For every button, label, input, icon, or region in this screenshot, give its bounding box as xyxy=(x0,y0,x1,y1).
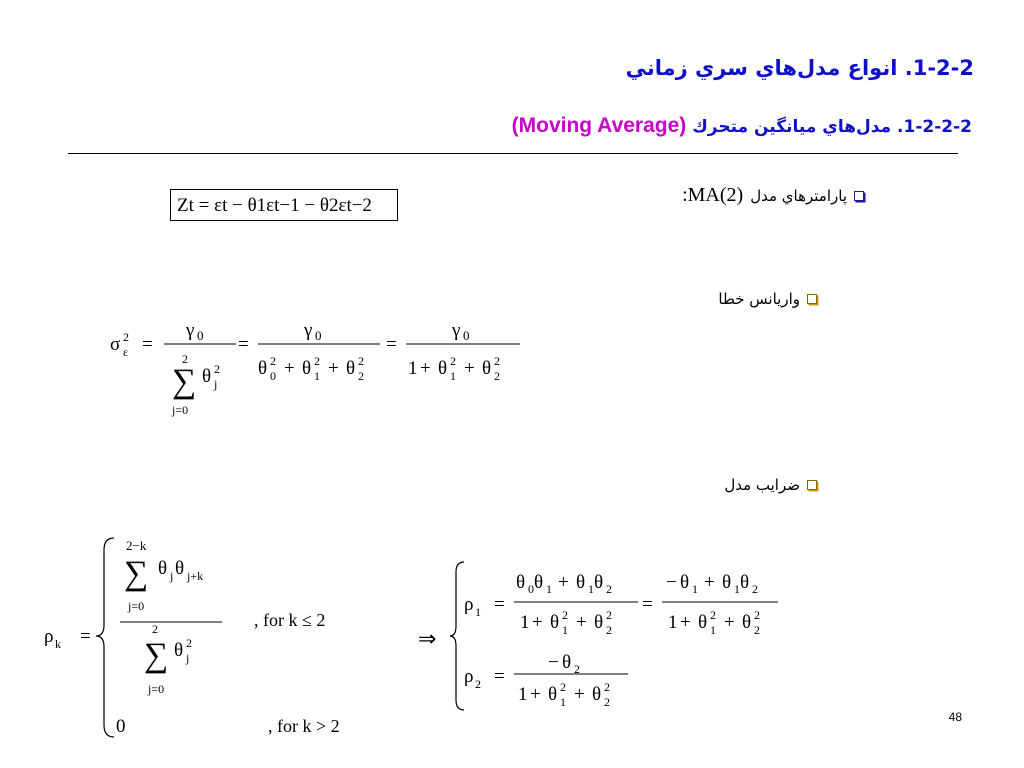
svg-text:2: 2 xyxy=(754,623,760,637)
svg-text:+: + xyxy=(558,572,569,593)
svg-text:1: 1 xyxy=(314,369,320,383)
svg-text:2: 2 xyxy=(574,662,580,676)
svg-text:2: 2 xyxy=(710,608,716,622)
svg-text:j=0: j=0 xyxy=(148,682,165,696)
svg-text:2: 2 xyxy=(494,369,500,383)
svg-text:+: + xyxy=(724,612,735,633)
svg-text:=: = xyxy=(80,626,91,647)
svg-text:2: 2 xyxy=(604,695,610,709)
svg-text:1: 1 xyxy=(692,582,698,596)
svg-text:j: j xyxy=(214,377,218,391)
svg-text:+: + xyxy=(420,358,431,379)
square-bullet-icon xyxy=(807,480,817,490)
svg-text:2: 2 xyxy=(560,680,566,694)
bullet-model-coefficients-text: ضرايب مدل xyxy=(724,476,800,494)
svg-text:0: 0 xyxy=(270,369,276,383)
subsection-heading xyxy=(512,114,972,138)
svg-text:σ: σ xyxy=(110,334,121,355)
svg-text:θ: θ xyxy=(562,652,572,673)
bullet-error-variance xyxy=(718,290,817,308)
bullet-model-coefficients xyxy=(724,476,817,494)
condition-gt: , for k > 2 xyxy=(268,716,340,736)
implies-arrow: ⇒ xyxy=(418,626,437,651)
svg-text:θ: θ xyxy=(174,640,184,661)
svg-text:θ: θ xyxy=(202,366,212,387)
svg-text:2: 2 xyxy=(606,608,612,622)
svg-text:2: 2 xyxy=(604,680,610,694)
section-heading: 1-2-2. انواع مدل‌هاي سري زماني xyxy=(625,56,974,80)
svg-text:1: 1 xyxy=(450,369,456,383)
svg-text:2: 2 xyxy=(606,623,612,637)
svg-text:+: + xyxy=(680,612,691,633)
svg-text:1: 1 xyxy=(518,684,528,705)
page-number: 48 xyxy=(948,710,962,724)
svg-text:2: 2 xyxy=(270,354,276,368)
svg-text:j+k: j+k xyxy=(187,569,204,583)
svg-text:1: 1 xyxy=(668,612,678,633)
svg-text:−: − xyxy=(548,652,559,673)
svg-text:θ: θ xyxy=(680,572,690,593)
square-bullet-icon xyxy=(807,294,817,304)
svg-text:2: 2 xyxy=(562,608,568,622)
svg-text:1: 1 xyxy=(475,605,481,619)
svg-text:0: 0 xyxy=(315,328,322,343)
svg-text:θ: θ xyxy=(594,612,604,633)
bullet-error-variance-text: واريانس خطا xyxy=(718,290,800,308)
svg-text:θ: θ xyxy=(548,684,558,705)
svg-text:γ: γ xyxy=(452,320,461,341)
model-equation-box: Zt = εt − θ1εt−1 − θ2εt−2 xyxy=(170,189,398,221)
svg-text:=: = xyxy=(642,594,653,615)
svg-text:1: 1 xyxy=(408,358,418,379)
svg-text:γ: γ xyxy=(304,320,313,341)
svg-text:2: 2 xyxy=(152,622,158,636)
svg-text:θ: θ xyxy=(346,358,356,379)
condition-le: , for k ≤ 2 xyxy=(254,610,326,630)
svg-text:j: j xyxy=(170,569,174,583)
model-name: :MA(2) xyxy=(682,184,744,206)
svg-text:j: j xyxy=(186,651,190,665)
svg-text:+: + xyxy=(464,358,475,379)
svg-text:θ: θ xyxy=(534,572,544,593)
svg-text:2: 2 xyxy=(494,354,500,368)
svg-text:θ: θ xyxy=(516,572,526,593)
svg-text:0: 0 xyxy=(528,582,534,596)
svg-text:θ: θ xyxy=(158,558,168,579)
svg-text:+: + xyxy=(284,358,295,379)
svg-text:2: 2 xyxy=(186,636,192,650)
svg-text:=: = xyxy=(142,334,153,355)
svg-text:=: = xyxy=(494,666,505,687)
subsection-heading-text: 1-2-2-2. مدل‌هاي ميانگين متحرك xyxy=(686,117,972,137)
svg-text:2: 2 xyxy=(214,362,220,376)
square-bullet-icon xyxy=(854,191,864,201)
svg-text:θ: θ xyxy=(740,572,750,593)
svg-text:θ: θ xyxy=(698,612,708,633)
svg-text:1: 1 xyxy=(734,582,740,596)
svg-text:θ: θ xyxy=(742,612,752,633)
svg-text:2: 2 xyxy=(314,354,320,368)
svg-text:2: 2 xyxy=(123,330,129,344)
svg-text:=: = xyxy=(494,594,505,615)
svg-text:j=0: j=0 xyxy=(128,599,145,613)
svg-text:ρ: ρ xyxy=(44,626,54,647)
svg-text:+: + xyxy=(532,612,543,633)
svg-text:∑: ∑ xyxy=(144,637,169,674)
svg-text:∑: ∑ xyxy=(172,363,197,400)
svg-text:2: 2 xyxy=(450,354,456,368)
svg-text:0: 0 xyxy=(463,328,470,343)
divider-line xyxy=(68,153,958,154)
svg-text:θ: θ xyxy=(482,358,492,379)
acf-specific-equations xyxy=(412,556,792,716)
svg-text:2: 2 xyxy=(358,369,364,383)
svg-text:θ: θ xyxy=(722,572,732,593)
svg-text:θ: θ xyxy=(438,358,448,379)
svg-text:−: − xyxy=(666,572,677,593)
zero-value: 0 xyxy=(116,716,126,737)
svg-text:θ: θ xyxy=(594,572,604,593)
svg-text:1: 1 xyxy=(562,623,568,637)
svg-text:+: + xyxy=(574,684,585,705)
svg-text:1: 1 xyxy=(710,623,716,637)
svg-text:γ: γ xyxy=(186,320,195,341)
svg-text:+: + xyxy=(704,572,715,593)
bullet-model-params xyxy=(682,184,864,207)
svg-text:ρ: ρ xyxy=(464,594,474,615)
svg-text:1: 1 xyxy=(560,695,566,709)
svg-text:θ: θ xyxy=(550,612,560,633)
svg-text:θ: θ xyxy=(258,358,268,379)
svg-text:2: 2 xyxy=(182,352,188,366)
svg-text:+: + xyxy=(530,684,541,705)
svg-text:+: + xyxy=(328,358,339,379)
svg-text:2: 2 xyxy=(606,582,612,596)
svg-text:2: 2 xyxy=(752,582,758,596)
svg-text:2: 2 xyxy=(754,608,760,622)
svg-text:1: 1 xyxy=(588,582,594,596)
svg-text:ρ: ρ xyxy=(464,666,474,687)
svg-text:0: 0 xyxy=(197,328,204,343)
svg-text:2−k: 2−k xyxy=(126,538,147,553)
svg-text:2: 2 xyxy=(475,677,481,691)
svg-text:ε: ε xyxy=(123,345,129,359)
svg-text:j=0: j=0 xyxy=(172,403,189,417)
svg-text:k: k xyxy=(55,637,61,651)
svg-text:2: 2 xyxy=(358,354,364,368)
svg-text:θ: θ xyxy=(302,358,312,379)
svg-text:+: + xyxy=(576,612,587,633)
svg-text:1: 1 xyxy=(546,582,552,596)
svg-text:θ: θ xyxy=(175,558,185,579)
svg-text:∑: ∑ xyxy=(124,555,149,592)
bullet-model-params-text: پارامترهاي مدل xyxy=(750,186,847,205)
svg-text:=: = xyxy=(386,334,397,355)
svg-text:θ: θ xyxy=(592,684,602,705)
svg-text:=: = xyxy=(238,334,249,355)
acf-general-equation xyxy=(40,530,400,745)
svg-text:1: 1 xyxy=(520,612,530,633)
moving-average-label: (Moving Average) xyxy=(511,114,687,137)
svg-text:θ: θ xyxy=(576,572,586,593)
variance-equation xyxy=(110,310,540,430)
